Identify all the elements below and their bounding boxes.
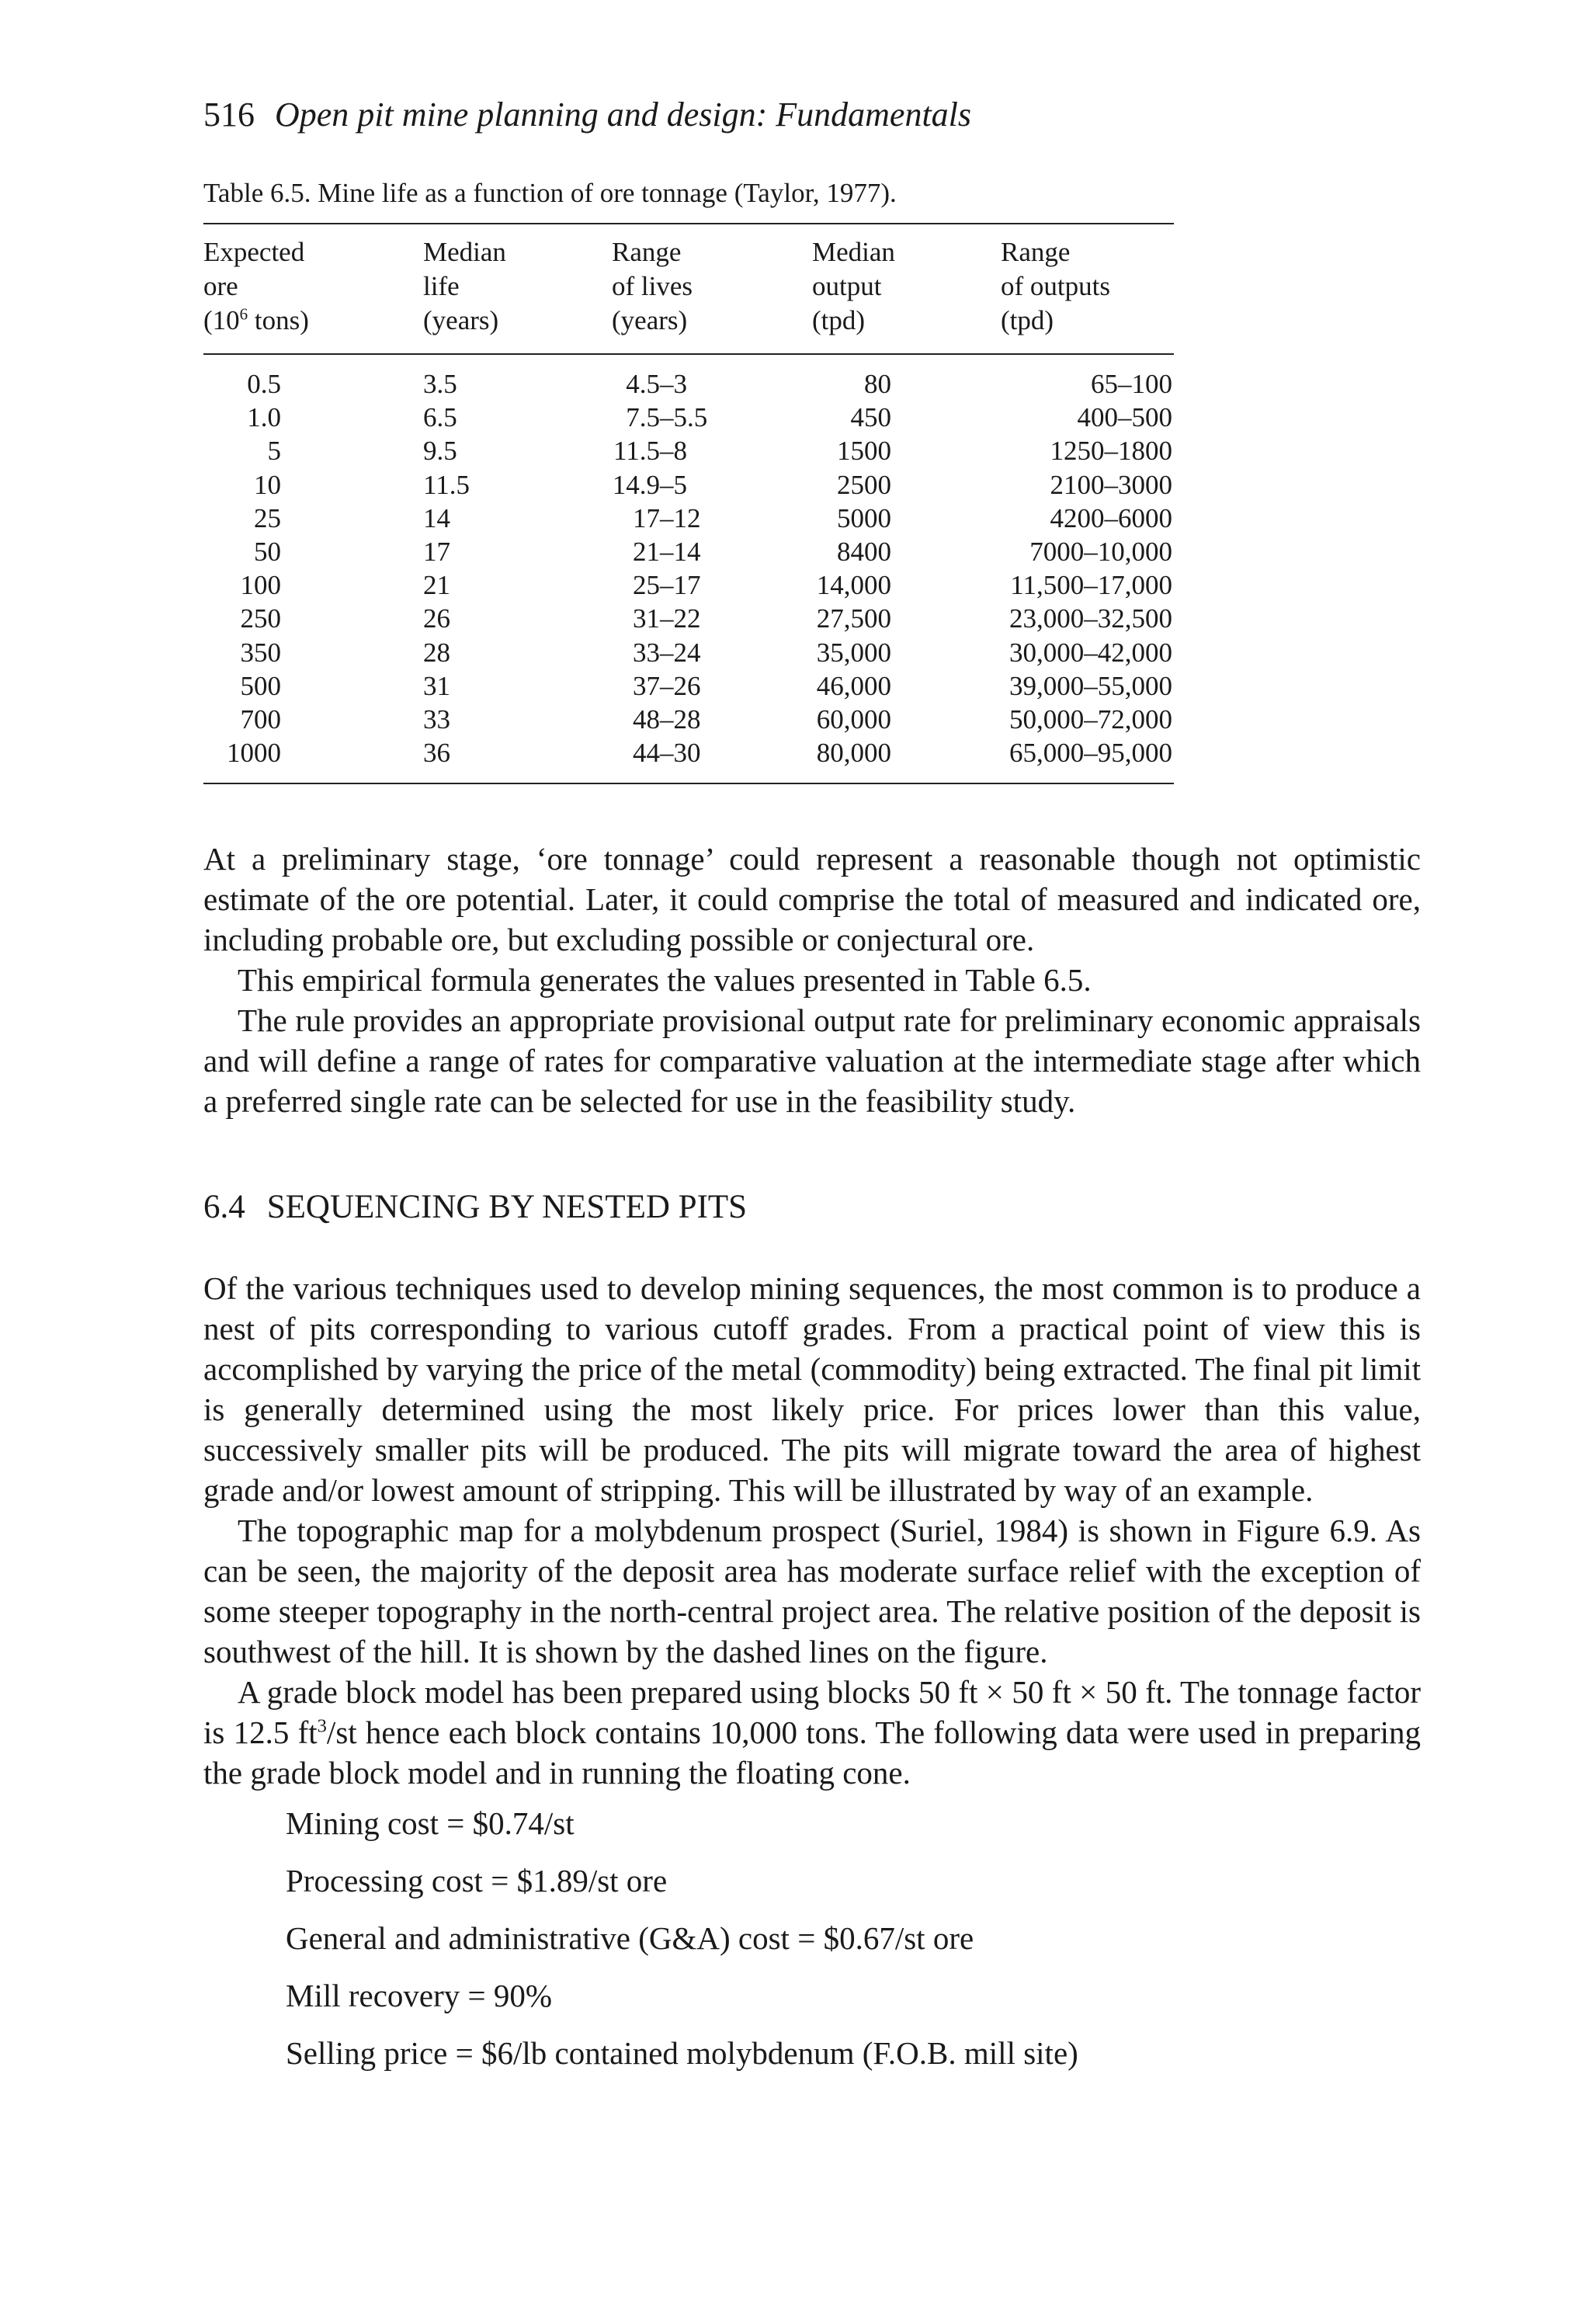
- table-cell: 48–28: [633, 704, 701, 735]
- table-row: [0, 736, 1590, 769]
- table-row: [0, 703, 1590, 736]
- table-cell: 25: [254, 502, 281, 533]
- table-cell: 65–100: [1091, 369, 1172, 399]
- table-cell: 80: [864, 369, 891, 399]
- table-cell: 28: [423, 637, 450, 668]
- table-cell: 11,500–17,000: [1010, 570, 1172, 601]
- table-cell: 80,000: [816, 738, 891, 769]
- table-row: [0, 568, 1590, 602]
- table-cell: 21–14: [633, 537, 701, 567]
- table-cell: 31: [423, 670, 450, 701]
- table-cell: 25–17: [633, 570, 701, 601]
- table-row: [0, 434, 1590, 467]
- text-block-b: [203, 1268, 1421, 1793]
- table-cell: 14,000: [816, 570, 891, 601]
- table-row: [0, 367, 1590, 401]
- column-header: Expected: [203, 237, 305, 267]
- running-title: Open pit mine planning and design: Fundamentals: [275, 96, 972, 134]
- superscript: 3: [317, 1715, 327, 1737]
- text-block-a: [203, 839, 1421, 1121]
- table-cell: 50,000–72,000: [1009, 704, 1172, 735]
- table-cell: 60,000: [816, 704, 891, 735]
- table-cell: 350: [240, 637, 281, 668]
- table-cell: 17: [423, 537, 450, 567]
- table-cell: 65,000–95,000: [1009, 738, 1172, 769]
- formula-line: Mining cost = $0.74/st: [286, 1805, 575, 1841]
- table-cell: 1000: [227, 738, 281, 769]
- table-cell: 1250–1800: [1050, 436, 1172, 467]
- column-header: Range: [612, 237, 682, 267]
- table-row: [0, 468, 1590, 502]
- table-cell: 50: [254, 537, 281, 567]
- column-header: Median: [812, 237, 895, 267]
- column-header: output: [812, 271, 882, 301]
- table-row: [0, 535, 1590, 568]
- table-cell: 3.5: [423, 369, 457, 399]
- column-header: Median: [423, 237, 506, 267]
- table-cell: 11.5: [423, 469, 470, 500]
- table-cell: 39,000–55,000: [1009, 670, 1172, 701]
- running-header: [203, 92, 971, 138]
- table-cell: 450: [850, 402, 891, 433]
- column-header: life: [423, 271, 460, 301]
- paragraph: The rule provides an appropriate provisional output rate for preliminary economic appraisals and will define a range of rates for comparative valuation at the intermediate stage after which a preferred single rate can be selected for use in the feasibility study.: [203, 1002, 1421, 1119]
- table-cell: 23,000–32,500: [1009, 603, 1172, 634]
- table-top-rule: [203, 223, 1174, 224]
- table-cell: 500: [240, 670, 281, 701]
- table-cell: 700: [240, 704, 281, 735]
- table-cell: 2100–3000: [1050, 469, 1172, 500]
- section-title: SEQUENCING BY NESTED PITS: [266, 1189, 748, 1225]
- paragraph-part: /st hence each block contains 10,000 tons. The following data were used in preparing the grade block model and in running the floating cone.: [203, 1714, 1421, 1791]
- formula-line: Processing cost = $1.89/st ore: [286, 1863, 668, 1898]
- table-caption: Table 6.5. Mine life as a function of ore tonnage (Taylor, 1977).: [203, 178, 897, 208]
- table-cell: 2500: [837, 469, 891, 500]
- table-cell: 14.9–5: [612, 469, 687, 500]
- table-cell: 0.5: [247, 369, 281, 399]
- formula-line: Selling price = $6/lb contained molybdenum (F.O.B. mill site): [286, 2035, 1078, 2071]
- table-row: [0, 502, 1590, 535]
- header-unit: tons): [248, 305, 309, 335]
- table-cell: 10: [254, 469, 281, 500]
- column-header: [423, 304, 498, 338]
- paragraph: At a preliminary stage, ‘ore tonnage’ could represent a reasonable though not optimistic estimate of the ore potential. Later, it could comprise the total of measured and indicated ore, including probable ore, but excluding possible or conjectural ore.: [203, 841, 1421, 957]
- table-cell: 36: [423, 738, 450, 769]
- table-row: [0, 636, 1590, 669]
- table-cell: 7000–10,000: [1029, 537, 1172, 567]
- column-header: of outputs: [1001, 271, 1110, 301]
- table-cell: 4200–6000: [1050, 502, 1172, 533]
- table-cell: 26: [423, 603, 450, 634]
- table-cell: 5000: [837, 502, 891, 533]
- table-cell: 33: [423, 704, 450, 735]
- column-header: [203, 304, 309, 338]
- paragraph: [203, 1672, 1421, 1793]
- column-header: [812, 304, 865, 338]
- cost-parameters: [286, 1803, 1078, 2090]
- table-cell: 7.5–5.5: [626, 402, 708, 433]
- table-cell: 31–22: [633, 603, 701, 634]
- section-heading: [203, 1186, 747, 1229]
- paragraph: This empirical formula generates the values presented in Table 6.5.: [238, 962, 1092, 998]
- formula-line: General and administrative (G&A) cost = $0.67/st ore: [286, 1920, 974, 1956]
- table-row: [0, 669, 1590, 703]
- table-cell: 33–24: [633, 637, 701, 668]
- superscript: 6: [239, 304, 248, 324]
- column-header: ore: [203, 271, 238, 301]
- column-header: [1001, 304, 1054, 338]
- table-bottom-rule: [203, 783, 1174, 784]
- column-header: of lives: [612, 271, 693, 301]
- table-cell: 30,000–42,000: [1009, 637, 1172, 668]
- table-cell: 6.5: [423, 402, 457, 433]
- table-cell: 27,500: [816, 603, 891, 634]
- table-cell: 1.0: [247, 402, 281, 433]
- table-cell: 5: [267, 436, 281, 467]
- table-cell: 17–12: [633, 502, 701, 533]
- header-unit: (tpd): [1001, 305, 1054, 335]
- table-cell: 11.5–8: [613, 436, 687, 467]
- table-cell: 8400: [837, 537, 891, 567]
- section-number: 6.4: [203, 1189, 245, 1225]
- paragraph-part: A grade block model has been prepared using blocks 50 ft × 50 ft × 50 ft. The tonnage factor is 12.5 ft: [203, 1674, 1421, 1750]
- table-row: [0, 602, 1590, 635]
- header-unit: (years): [612, 305, 688, 335]
- table-cell: 21: [423, 570, 450, 601]
- column-header: Range: [1001, 237, 1071, 267]
- header-unit: (years): [423, 305, 499, 335]
- table-cell: 44–30: [633, 738, 701, 769]
- table-cell: 250: [240, 603, 281, 634]
- column-header: [612, 304, 687, 338]
- page-number: 516: [203, 96, 255, 134]
- table-cell: 1500: [837, 436, 891, 467]
- table-row: [0, 401, 1590, 434]
- table-cell: 9.5: [423, 436, 457, 467]
- table-cell: 37–26: [633, 670, 701, 701]
- table-header-rule: [203, 353, 1174, 355]
- formula-line: Mill recovery = 90%: [286, 1978, 553, 2013]
- table-cell: 100: [240, 570, 281, 601]
- header-unit: (10: [203, 305, 240, 335]
- paragraph: The topographic map for a molybdenum prospect (Suriel, 1984) is shown in Figure 6.9. As can be seen, the majority of the deposit area has moderate surface relief with the exception of some steeper topography in the north-central project area. The relative position of the deposit is southwest of the hill. It is shown by the dashed lines on the figure.: [203, 1513, 1421, 1669]
- table-cell: 400–500: [1077, 402, 1172, 433]
- paragraph: Of the various techniques used to develop mining sequences, the most common is to produce a nest of pits corresponding to various cutoff grades. From a practical point of view this is accomplished by varying the price of the metal (commodity) being extracted. The final pit limit is generally determined using the most likely price. For prices lower than this value, successively smaller pits will be produced. The pits will migrate toward the area of highest grade and/or lowest amount of stripping. This will be illustrated by way of an example.: [203, 1270, 1421, 1508]
- table-cell: 4.5–3: [626, 369, 687, 399]
- table-cell: 14: [423, 502, 450, 533]
- table-cell: 46,000: [816, 670, 891, 701]
- header-unit: (tpd): [812, 305, 866, 335]
- table-cell: 35,000: [816, 637, 891, 668]
